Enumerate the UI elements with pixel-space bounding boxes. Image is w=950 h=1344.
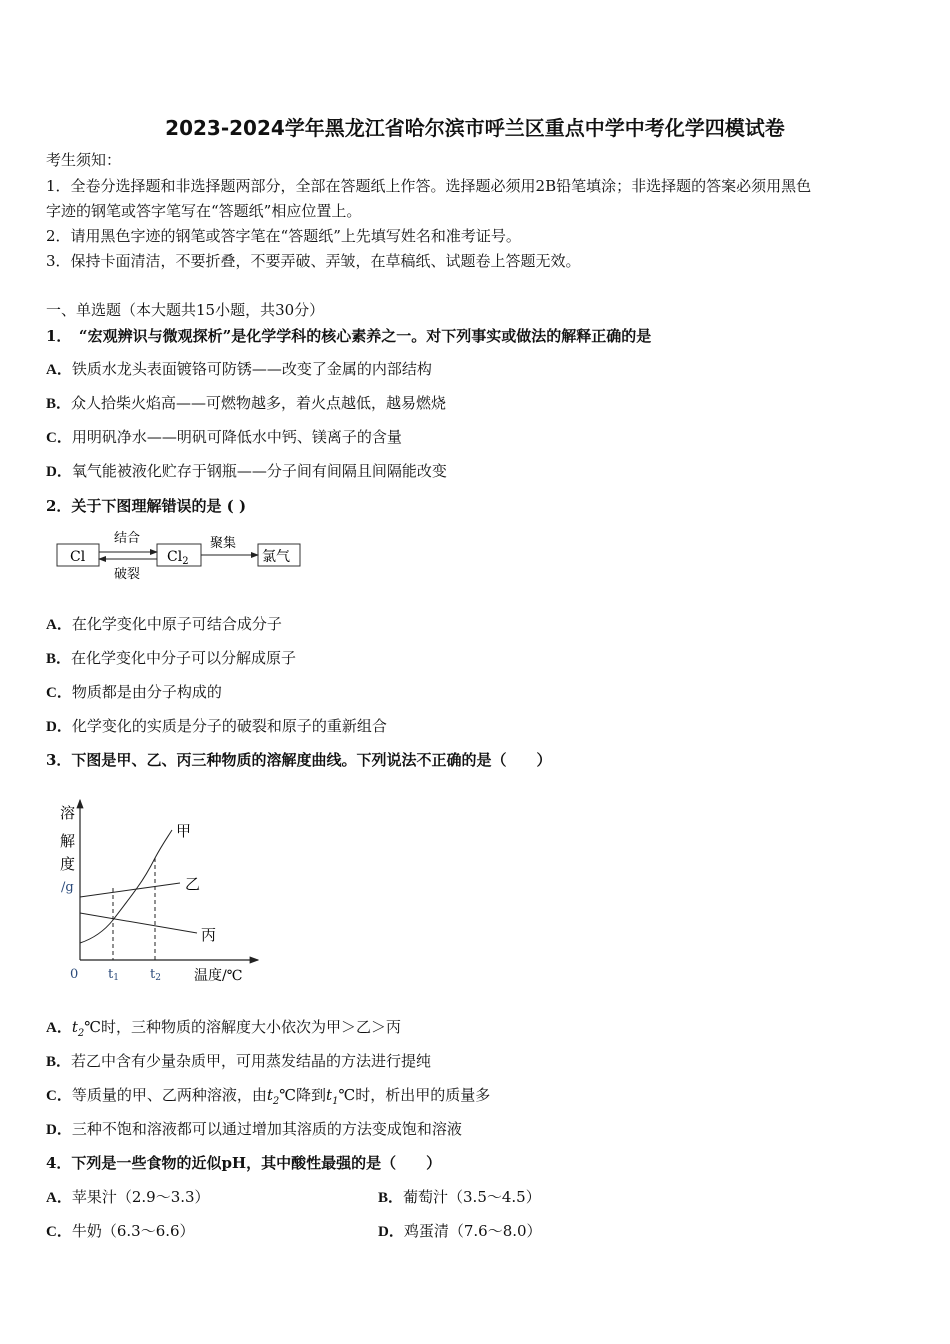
option-text: 三种不饱和溶液都可以通过增加其溶质的方法变成饱和溶液 <box>71 1120 462 1138</box>
t2-tick-label: t2 <box>150 967 161 983</box>
notice-line: 1．全卷分选择题和非选择题两部分，全部在答题纸上作答。选择题必须用2B铅笔填涂；非选择题的答案必须用黑色 <box>46 177 812 195</box>
y-label-unit: /g <box>61 880 74 895</box>
option-text: ℃时，三种物质的溶解度大小依次为甲＞乙＞丙 <box>84 1018 402 1036</box>
q4-option-a <box>46 1187 210 1208</box>
option-label: B． <box>378 1190 404 1206</box>
option-label: A． <box>46 1190 72 1206</box>
option-label: D． <box>46 1122 72 1138</box>
q1-option-d <box>46 461 447 482</box>
question-3-stem: 3．下图是甲、乙、丙三种物质的溶解度曲线。下列说法不正确的是（ ） <box>46 751 552 769</box>
option-label: B． <box>46 1054 72 1070</box>
box-cl-label: Cl <box>70 549 86 565</box>
y-label-char: 解 <box>60 832 76 850</box>
question-4-stem: 4．下列是一些食物的近似pH，其中酸性最强的是（ ） <box>46 1154 442 1172</box>
option-text: 物质都是由分子构成的 <box>71 683 222 701</box>
curve-bing <box>80 913 197 933</box>
option-text: 等质量的甲、乙两种溶液，由 <box>71 1086 267 1104</box>
gather-label: 聚集 <box>210 536 237 551</box>
option-label: B． <box>46 396 72 412</box>
box-chlorine-gas-label: 氯气 <box>262 549 290 565</box>
option-label: D． <box>378 1224 404 1240</box>
curve-yi <box>80 883 180 897</box>
option-label: D． <box>46 719 72 735</box>
option-text: 化学变化的实质是分子的破裂和原子的重新组合 <box>71 717 387 735</box>
option-text: 在化学变化中分子可以分解成原子 <box>71 649 297 667</box>
notice-line: 3．保持卡面清洁，不要折叠，不要弄破、弄皱，在草稿纸、试题卷上答题无效。 <box>46 252 581 270</box>
option-text: 铁质水龙头表面镀铬可防锈——改变了金属的内部结构 <box>71 360 432 378</box>
break-label: 破裂 <box>114 567 141 582</box>
combine-label: 结合 <box>114 531 141 546</box>
label-jia: 甲 <box>176 822 192 840</box>
q1-option-b <box>46 393 446 414</box>
t1-symbol: $t_1$ <box>326 1086 339 1107</box>
question-2-stem: 2．关于下图理解错误的是 ( ) <box>46 497 247 515</box>
q2-option-b <box>46 648 296 669</box>
option-text: 在化学变化中原子可结合成分子 <box>71 615 282 633</box>
option-label: A． <box>46 1020 72 1036</box>
option-label: A． <box>46 617 72 633</box>
chlorine-diagram <box>0 520 320 590</box>
q4-option-d <box>378 1221 542 1242</box>
q3-option-b <box>46 1051 431 1072</box>
label-yi: 乙 <box>185 875 201 893</box>
page-title: 2023-2024学年黑龙江省哈尔滨市呼兰区重点中学中考化学四模试卷 <box>165 116 785 140</box>
q1-option-a <box>46 359 432 380</box>
option-label: C． <box>46 685 72 701</box>
origin-label: 0 <box>70 967 79 982</box>
option-text: 葡萄汁（3.5～4.5） <box>403 1188 541 1206</box>
box-cl2-label: $Cl_2$ <box>167 549 189 567</box>
option-text: 鸡蛋清（7.6～8.0） <box>403 1222 542 1240</box>
t2-symbol: $t_2$ <box>266 1086 280 1107</box>
option-label: C． <box>46 1088 72 1104</box>
notice-line: 2．请用黑色字迹的钢笔或答字笔在“答题纸”上先填写姓名和准考证号。 <box>46 227 521 245</box>
y-label-char: 溶 <box>60 804 76 822</box>
option-text: 用明矾净水——明矾可降低水中钙、镁离子的含量 <box>71 428 402 446</box>
option-label: D． <box>46 464 72 480</box>
y-label-char: 度 <box>60 855 76 873</box>
option-label: A． <box>46 362 72 378</box>
option-text: 众人拾柴火焰高——可燃物越多，着火点越低，越易燃烧 <box>71 394 447 412</box>
option-text: 苹果汁（2.9～3.3） <box>71 1188 210 1206</box>
question-1-stem: 1． “宏观辨识与微观探析”是化学学科的核心素养之一。对下列事实或做法的解释正确的是 <box>46 327 652 345</box>
option-text: 牛奶（6.3～6.6） <box>71 1222 195 1240</box>
option-label: C． <box>46 1224 72 1240</box>
notice-heading: 考生须知： <box>46 151 122 169</box>
q2-option-a <box>46 614 282 635</box>
option-label: B． <box>46 651 72 667</box>
label-bing: 丙 <box>201 926 217 944</box>
notice-line: 字迹的钢笔或答字笔写在“答题纸”相应位置上。 <box>46 202 362 220</box>
option-text: 若乙中含有少量杂质甲，可用蒸发结晶的方法进行提纯 <box>71 1052 432 1070</box>
q3-option-a <box>46 1017 401 1044</box>
solubility-curve-chart <box>0 790 270 990</box>
q4-option-c <box>46 1221 195 1242</box>
option-label: C． <box>46 430 72 446</box>
q3-option-c <box>46 1085 490 1112</box>
q1-option-c <box>46 427 402 448</box>
option-text: 氧气能被液化贮存于钢瓶——分子间有间隔且间隔能改变 <box>71 462 447 480</box>
t2-symbol: $t_2$ <box>71 1018 85 1039</box>
option-text: ℃时，析出甲的质量多 <box>338 1086 491 1104</box>
option-text: ℃降到 <box>279 1086 327 1104</box>
x-axis-label: 温度/℃ <box>194 968 243 984</box>
section-heading: 一、单选题（本大题共15小题，共30分） <box>46 301 325 319</box>
t1-tick-label: t1 <box>108 967 119 983</box>
q4-option-b <box>378 1187 541 1208</box>
q2-option-c <box>46 682 222 703</box>
q3-option-d <box>46 1119 462 1140</box>
q2-option-d <box>46 716 387 737</box>
